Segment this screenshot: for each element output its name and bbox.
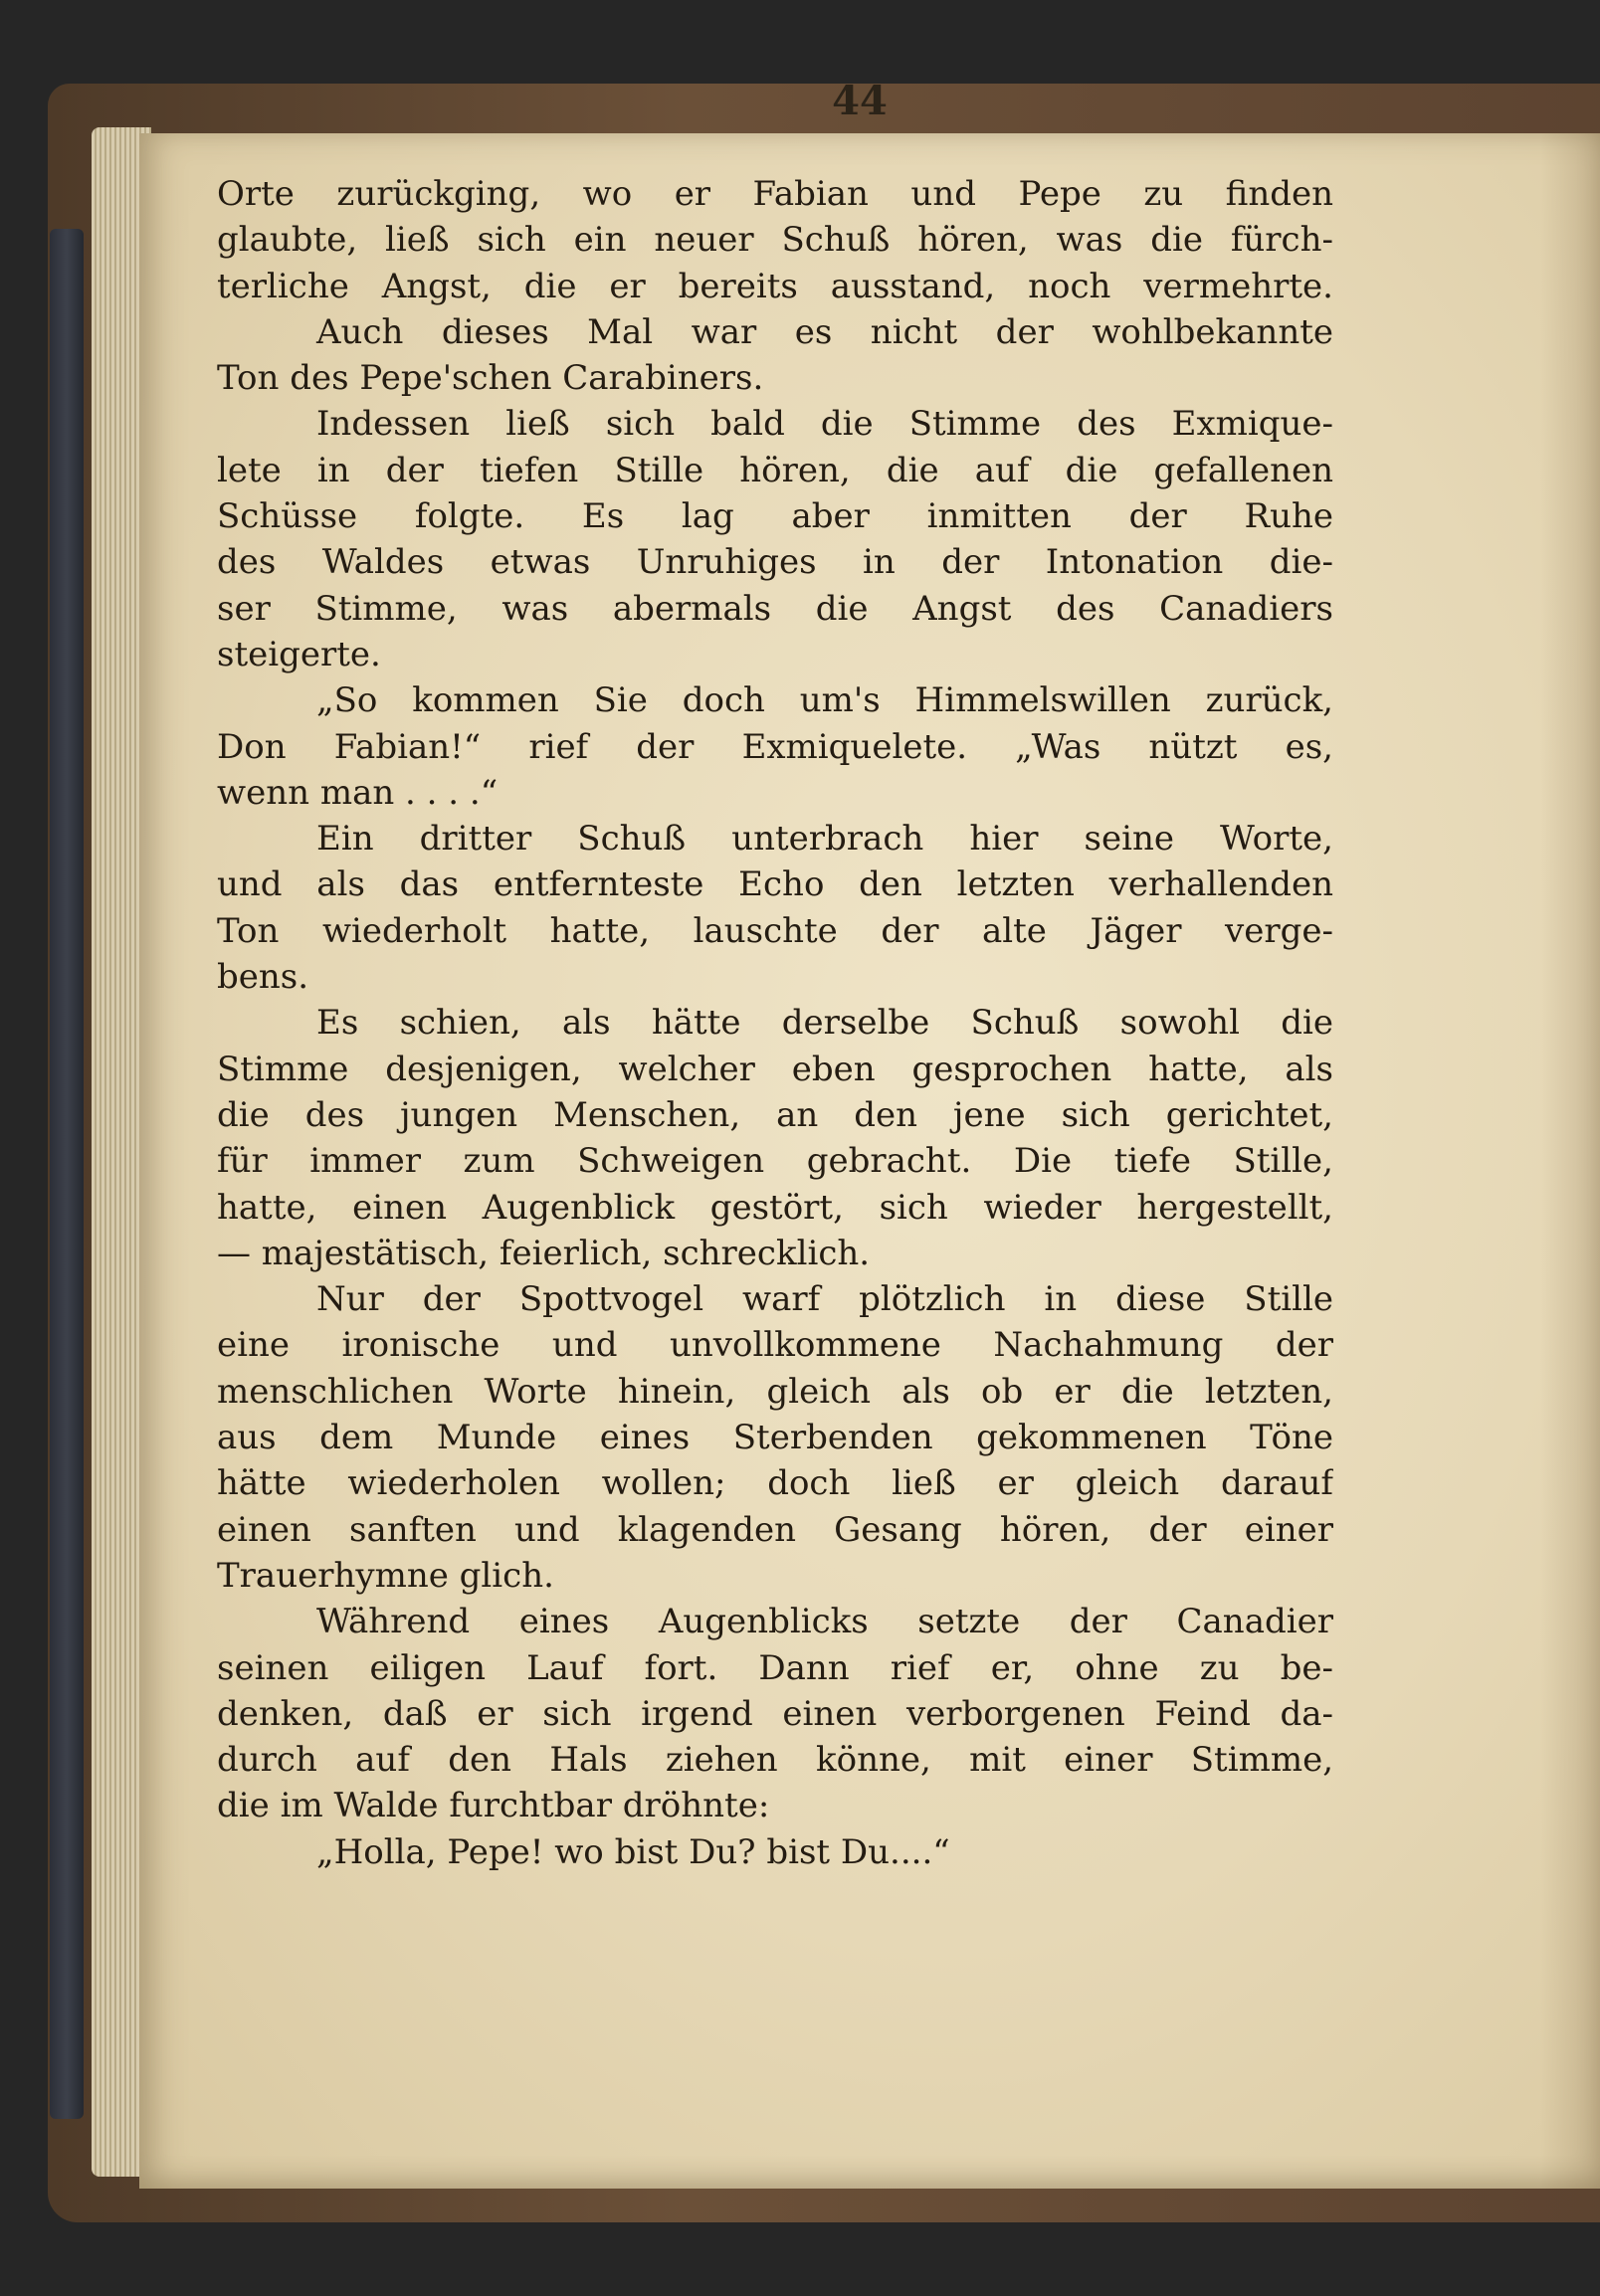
text-line: Schüsse folgte. Es lag aber inmitten der Ruhe (217, 496, 1333, 537)
text-line: für immer zum Schweigen gebracht. Die tiefe Stille, (217, 1141, 1333, 1182)
page-text (217, 171, 1333, 1875)
text-line: Ton des Pepe'schen Carabiners. (217, 358, 764, 399)
text-line: Indessen ließ sich bald die Stimme des Exmique- (316, 404, 1333, 445)
text-line: Es schien, als hätte derselbe Schuß sowohl die (316, 1003, 1333, 1044)
text-line: die im Walde furchtbar dröhnte: (217, 1786, 770, 1826)
text-line: und als das entfernteste Echo den letzten verhallenden (217, 864, 1333, 905)
page-number: 44 (832, 78, 888, 124)
text-line: „Holla, Pepe! wo bist Du? bist Du....“ (316, 1831, 950, 1872)
text-line: „So kommen Sie doch um's Himmelswillen zurück, (316, 680, 1333, 721)
text-line: denken, daß er sich irgend einen verborgenen Feind da- (217, 1693, 1333, 1734)
text-line: Während eines Augenblicks setzte der Canadier (316, 1602, 1333, 1642)
text-line: des Waldes etwas Unruhiges in der Intonation die- (217, 542, 1333, 583)
text-line: lete in der tiefen Stille hören, die auf die gefallenen (217, 450, 1333, 490)
text-line: hatte, einen Augenblick gestört, sich wieder hergestellt, (217, 1187, 1333, 1228)
text-line: menschlichen Worte hinein, gleich als ob er die letzten, (217, 1371, 1333, 1412)
text-line: ser Stimme, was abermals die Angst des Canadiers (217, 588, 1333, 629)
text-line: Stimme desjenigen, welcher eben gesprochen hatte, als (217, 1049, 1333, 1089)
text-line: Ein dritter Schuß unterbrach hier seine Worte, (316, 819, 1333, 860)
text-line: terliche Angst, die er bereits ausstand, noch vermehrte. (217, 266, 1333, 306)
text-line: Nur der Spottvogel warf plötzlich in diese Stille (316, 1279, 1333, 1320)
text-line: glaubte, ließ sich ein neuer Schuß hören, was die fürch- (217, 220, 1333, 261)
text-line: einen sanften und klagenden Gesang hören, der einer (217, 1509, 1333, 1550)
text-line: die des jungen Menschen, an den jene sich gerichtet, (217, 1094, 1333, 1135)
text-line: — majestätisch, feierlich, schrecklich. (217, 1233, 871, 1273)
text-line: hätte wiederholen wollen; doch ließ er gleich darauf (217, 1463, 1333, 1504)
text-line: eine ironische und unvollkommene Nachahmung der (217, 1325, 1333, 1366)
text-line: Trauerhymne glich. (217, 1555, 554, 1596)
text-line: seinen eiligen Lauf fort. Dann rief er, ohne zu be- (217, 1647, 1333, 1688)
book-spine (50, 229, 84, 2119)
text-line: Ton wiederholt hatte, lauschte der alte Jäger verge- (217, 910, 1333, 951)
text-line: Auch dieses Mal war es nicht der wohlbekannte (316, 311, 1333, 352)
text-line: Orte zurückging, wo er Fabian und Pepe zu finden (217, 174, 1333, 214)
text-line: aus dem Munde eines Sterbenden gekommenen Töne (217, 1418, 1333, 1458)
text-line: Don Fabian!“ rief der Exmiquelete. „Was nützt es, (217, 726, 1333, 767)
text-line: wenn man . . . .“ (217, 772, 499, 813)
text-line: durch auf den Hals ziehen könne, mit einer Stimme, (217, 1740, 1333, 1781)
text-line: bens. (217, 957, 309, 998)
text-line: steigerte. (217, 634, 381, 674)
page-gutter (1540, 133, 1600, 2189)
